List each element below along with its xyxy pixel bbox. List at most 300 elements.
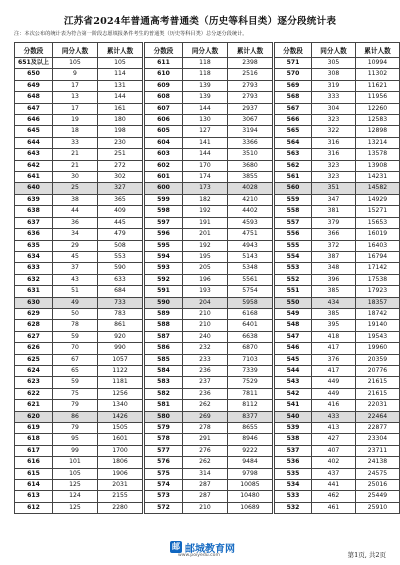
table-row [15, 251, 143, 262]
table-row [15, 286, 143, 297]
score-cell: 599 [145, 194, 183, 205]
score-cell: 644 [15, 137, 53, 148]
table-row [275, 263, 400, 274]
same-count-cell: 25 [53, 183, 98, 194]
cumulative-cell: 9484 [228, 457, 273, 468]
table-row [275, 331, 400, 342]
cumulative-cell: 479 [98, 229, 143, 240]
table-row [145, 491, 273, 502]
same-count-cell: 210 [183, 308, 228, 319]
header-score: 分数段 [275, 43, 312, 58]
score-cell: 548 [275, 320, 312, 331]
cumulative-cell: 7339 [228, 365, 273, 376]
table-row [275, 365, 400, 376]
table-row [15, 377, 143, 388]
cumulative-cell: 2793 [228, 92, 273, 103]
score-table-column-3 [274, 42, 400, 514]
same-count-cell: 139 [183, 92, 228, 103]
score-cell: 635 [15, 240, 53, 251]
score-cell: 564 [275, 137, 312, 148]
cumulative-cell: 2937 [228, 103, 273, 114]
table-row [145, 149, 273, 160]
table-row [275, 468, 400, 479]
same-count-cell: 78 [53, 320, 98, 331]
same-count-cell: 395 [312, 320, 356, 331]
same-count-cell: 118 [183, 69, 228, 80]
table-row [15, 480, 143, 491]
score-cell: 552 [275, 274, 312, 285]
score-cell: 636 [15, 229, 53, 240]
cumulative-cell: 161 [98, 103, 143, 114]
same-count-cell: 141 [183, 137, 228, 148]
cumulative-cell: 10994 [355, 58, 399, 69]
cumulative-cell: 1340 [98, 400, 143, 411]
table-row [15, 365, 143, 376]
same-count-cell: 195 [183, 251, 228, 262]
same-count-cell: 323 [312, 172, 356, 183]
cumulative-cell: 24138 [355, 457, 399, 468]
score-cell: 557 [275, 217, 312, 228]
same-count-cell: 232 [183, 343, 228, 354]
cumulative-cell: 10480 [228, 491, 273, 502]
cumulative-cell: 3855 [228, 172, 273, 183]
table-row [145, 183, 273, 194]
cumulative-cell: 114 [98, 69, 143, 80]
cumulative-cell: 633 [98, 274, 143, 285]
cumulative-cell: 21615 [355, 377, 399, 388]
score-cell: 576 [145, 457, 183, 468]
cumulative-cell: 1426 [98, 411, 143, 422]
cumulative-cell: 25449 [355, 491, 399, 502]
table-row [15, 331, 143, 342]
same-count-cell: 118 [183, 58, 228, 69]
table-row [15, 58, 143, 69]
score-cell: 608 [145, 92, 183, 103]
table-row [145, 331, 273, 342]
table-header-row [15, 43, 143, 58]
score-cell: 545 [275, 354, 312, 365]
score-cell: 551 [275, 286, 312, 297]
table-row [15, 354, 143, 365]
cumulative-cell: 230 [98, 137, 143, 148]
table-row [15, 308, 143, 319]
same-count-cell: 376 [312, 354, 356, 365]
score-cell: 638 [15, 206, 53, 217]
same-count-cell: 204 [183, 297, 228, 308]
score-cell: 640 [15, 183, 53, 194]
score-cell: 541 [275, 400, 312, 411]
same-count-cell: 192 [183, 240, 228, 251]
score-cell: 555 [275, 240, 312, 251]
cumulative-cell: 4402 [228, 206, 273, 217]
score-cell: 641 [15, 172, 53, 183]
table-row [15, 411, 143, 422]
score-cell: 572 [145, 502, 183, 513]
table-row [145, 251, 273, 262]
table-row [275, 69, 400, 80]
logo-text: 邮城教育网 [185, 543, 235, 555]
cumulative-cell: 11621 [355, 80, 399, 91]
table-row [275, 354, 400, 365]
same-count-cell: 144 [183, 149, 228, 160]
score-cell: 642 [15, 160, 53, 171]
cumulative-cell: 14929 [355, 194, 399, 205]
score-cell: 639 [15, 194, 53, 205]
same-count-cell: 461 [312, 502, 356, 513]
same-count-cell: 381 [312, 206, 356, 217]
table-row [275, 388, 400, 399]
cumulative-cell: 22464 [355, 411, 399, 422]
same-count-cell: 59 [53, 331, 98, 342]
score-cell: 625 [15, 354, 53, 365]
score-cell: 613 [15, 491, 53, 502]
same-count-cell: 316 [312, 137, 356, 148]
same-count-cell: 418 [312, 331, 356, 342]
cumulative-cell: 3194 [228, 126, 273, 137]
same-count-cell: 308 [312, 69, 356, 80]
same-count-cell: 351 [312, 183, 356, 194]
same-count-cell: 379 [312, 217, 356, 228]
cumulative-cell: 23711 [355, 445, 399, 456]
table-row [145, 263, 273, 274]
cumulative-cell: 7811 [228, 388, 273, 399]
cumulative-cell: 14582 [355, 183, 399, 194]
table-row [275, 297, 400, 308]
score-cell: 569 [275, 80, 312, 91]
table-row [145, 137, 273, 148]
table-row [275, 194, 400, 205]
same-count-cell: 385 [312, 308, 356, 319]
score-cell: 637 [15, 217, 53, 228]
score-cell: 602 [145, 160, 183, 171]
table-row [275, 240, 400, 251]
table-row [275, 320, 400, 331]
cumulative-cell: 6870 [228, 343, 273, 354]
cumulative-cell: 11302 [355, 69, 399, 80]
table-row [15, 297, 143, 308]
table-header-row [275, 43, 400, 58]
score-cell: 607 [145, 103, 183, 114]
table-row [15, 445, 143, 456]
score-cell: 589 [145, 308, 183, 319]
cumulative-cell: 198 [98, 126, 143, 137]
table-row [15, 69, 143, 80]
same-count-cell: 36 [53, 217, 98, 228]
score-cell: 649 [15, 80, 53, 91]
cumulative-cell: 2280 [98, 502, 143, 513]
score-cell: 546 [275, 343, 312, 354]
score-cell: 538 [275, 434, 312, 445]
score-cell: 604 [145, 137, 183, 148]
score-cell: 611 [145, 58, 183, 69]
same-count-cell: 427 [312, 434, 356, 445]
table-row [15, 103, 143, 114]
same-count-cell: 237 [183, 377, 228, 388]
same-count-cell: 86 [53, 411, 98, 422]
cumulative-cell: 23304 [355, 434, 399, 445]
score-cell: 539 [275, 423, 312, 434]
table-row [15, 92, 143, 103]
score-cell: 651及以上 [15, 58, 53, 69]
same-count-cell: 323 [312, 160, 356, 171]
same-count-cell: 416 [312, 400, 356, 411]
cumulative-cell: 13908 [355, 160, 399, 171]
table-row [145, 434, 273, 445]
cumulative-cell: 5754 [228, 286, 273, 297]
same-count-cell: 276 [183, 445, 228, 456]
table-row [145, 229, 273, 240]
score-cell: 588 [145, 320, 183, 331]
same-count-cell: 99 [53, 445, 98, 456]
table-row [275, 92, 400, 103]
same-count-cell: 17 [53, 103, 98, 114]
same-count-cell: 372 [312, 240, 356, 251]
cumulative-cell: 25910 [355, 502, 399, 513]
cumulative-cell: 783 [98, 308, 143, 319]
same-count-cell: 333 [312, 92, 356, 103]
score-cell: 619 [15, 423, 53, 434]
same-count-cell: 182 [183, 194, 228, 205]
score-cell: 553 [275, 263, 312, 274]
cumulative-cell: 445 [98, 217, 143, 228]
cumulative-cell: 131 [98, 80, 143, 91]
table-row [275, 411, 400, 422]
table-row [15, 388, 143, 399]
score-cell: 583 [145, 377, 183, 388]
score-cell: 580 [145, 411, 183, 422]
table-row [145, 423, 273, 434]
table-row [145, 377, 273, 388]
cumulative-cell: 7529 [228, 377, 273, 388]
score-cell: 628 [15, 320, 53, 331]
score-table-column-1 [14, 42, 143, 514]
same-count-cell: 192 [183, 206, 228, 217]
table-row [275, 423, 400, 434]
cumulative-cell: 6638 [228, 331, 273, 342]
table-row [15, 126, 143, 137]
table-row [145, 297, 273, 308]
table-row [15, 240, 143, 251]
table-row [275, 480, 400, 491]
same-count-cell: 127 [183, 126, 228, 137]
cumulative-cell: 14231 [355, 172, 399, 183]
score-cell: 600 [145, 183, 183, 194]
table-row [275, 308, 400, 319]
score-cell: 575 [145, 468, 183, 479]
same-count-cell: 44 [53, 206, 98, 217]
score-cell: 533 [275, 491, 312, 502]
same-count-cell: 67 [53, 354, 98, 365]
cumulative-cell: 10689 [228, 502, 273, 513]
table-header-row [145, 43, 273, 58]
cumulative-cell: 22877 [355, 423, 399, 434]
score-cell: 606 [145, 115, 183, 126]
score-cell: 647 [15, 103, 53, 114]
cumulative-cell: 5561 [228, 274, 273, 285]
table-row [145, 480, 273, 491]
score-cell: 633 [15, 263, 53, 274]
score-cell: 645 [15, 126, 53, 137]
table-row [15, 263, 143, 274]
score-cell: 590 [145, 297, 183, 308]
cumulative-cell: 16794 [355, 251, 399, 262]
same-count-cell: 449 [312, 388, 356, 399]
cumulative-cell: 19960 [355, 343, 399, 354]
cumulative-cell: 9222 [228, 445, 273, 456]
same-count-cell: 125 [53, 480, 98, 491]
cumulative-cell: 22031 [355, 400, 399, 411]
table-row [145, 69, 273, 80]
score-cell: 643 [15, 149, 53, 160]
score-cell: 584 [145, 365, 183, 376]
same-count-cell: 125 [53, 502, 98, 513]
table-row [145, 103, 273, 114]
table-row [145, 217, 273, 228]
cumulative-cell: 16403 [355, 240, 399, 251]
table-row [275, 434, 400, 445]
same-count-cell: 366 [312, 229, 356, 240]
cumulative-cell: 251 [98, 149, 143, 160]
score-cell: 614 [15, 480, 53, 491]
same-count-cell: 45 [53, 251, 98, 262]
cumulative-cell: 4943 [228, 240, 273, 251]
score-cell: 586 [145, 343, 183, 354]
cumulative-cell: 2793 [228, 80, 273, 91]
same-count-cell: 304 [312, 103, 356, 114]
same-count-cell: 191 [183, 217, 228, 228]
cumulative-cell: 1181 [98, 377, 143, 388]
table-row [15, 149, 143, 160]
table-row [275, 115, 400, 126]
cumulative-cell: 2155 [98, 491, 143, 502]
cumulative-cell: 1806 [98, 457, 143, 468]
cumulative-cell: 4751 [228, 229, 273, 240]
table-row [15, 229, 143, 240]
score-cell: 601 [145, 172, 183, 183]
table-row [275, 491, 400, 502]
same-count-cell: 101 [53, 457, 98, 468]
cumulative-cell: 272 [98, 160, 143, 171]
score-cell: 581 [145, 400, 183, 411]
table-row [15, 115, 143, 126]
same-count-cell: 322 [312, 126, 356, 137]
score-cell: 556 [275, 229, 312, 240]
cumulative-cell: 3067 [228, 115, 273, 126]
table-row [275, 80, 400, 91]
same-count-cell: 240 [183, 331, 228, 342]
same-count-cell: 38 [53, 194, 98, 205]
table-row [15, 423, 143, 434]
cumulative-cell: 684 [98, 286, 143, 297]
same-count-cell: 287 [183, 491, 228, 502]
table-row [145, 502, 273, 513]
cumulative-cell: 861 [98, 320, 143, 331]
same-count-cell: 174 [183, 172, 228, 183]
header-same-count: 同分人数 [183, 43, 228, 58]
score-cell: 543 [275, 377, 312, 388]
page-number: 第1页, 共2页 [347, 551, 386, 559]
header-same-count: 同分人数 [312, 43, 356, 58]
score-cell: 534 [275, 480, 312, 491]
cumulative-cell: 9798 [228, 468, 273, 479]
same-count-cell: 65 [53, 365, 98, 376]
table-row [145, 240, 273, 251]
cumulative-cell: 2398 [228, 58, 273, 69]
score-cell: 550 [275, 297, 312, 308]
table-row [145, 92, 273, 103]
table-row [145, 58, 273, 69]
cumulative-cell: 144 [98, 92, 143, 103]
score-cell: 650 [15, 69, 53, 80]
score-cell: 630 [15, 297, 53, 308]
same-count-cell: 9 [53, 69, 98, 80]
score-cell: 617 [15, 445, 53, 456]
logo-mark-icon: 邮 [172, 542, 180, 551]
score-cell: 573 [145, 491, 183, 502]
cumulative-cell: 18357 [355, 297, 399, 308]
same-count-cell: 387 [312, 251, 356, 262]
score-cell: 603 [145, 149, 183, 160]
cumulative-cell: 18742 [355, 308, 399, 319]
cumulative-cell: 302 [98, 172, 143, 183]
table-row [15, 457, 143, 468]
cumulative-cell: 17538 [355, 274, 399, 285]
same-count-cell: 262 [183, 457, 228, 468]
table-row [15, 502, 143, 513]
table-row [275, 377, 400, 388]
same-count-cell: 236 [183, 365, 228, 376]
header-cumulative: 累计人数 [228, 43, 273, 58]
cumulative-cell: 1122 [98, 365, 143, 376]
table-row [15, 137, 143, 148]
same-count-cell: 139 [183, 80, 228, 91]
same-count-cell: 441 [312, 480, 356, 491]
cumulative-cell: 3680 [228, 160, 273, 171]
score-cell: 540 [275, 411, 312, 422]
table-row [15, 320, 143, 331]
score-cell: 593 [145, 263, 183, 274]
same-count-cell: 21 [53, 160, 98, 171]
score-cell: 562 [275, 160, 312, 171]
same-count-cell: 210 [183, 320, 228, 331]
cumulative-cell: 17923 [355, 286, 399, 297]
same-count-cell: 59 [53, 377, 98, 388]
score-cell: 631 [15, 286, 53, 297]
table-row [145, 354, 273, 365]
score-cell: 587 [145, 331, 183, 342]
same-count-cell: 105 [53, 58, 98, 69]
same-count-cell: 18 [53, 126, 98, 137]
same-count-cell: 105 [53, 468, 98, 479]
table-row [145, 445, 273, 456]
score-cell: 620 [15, 411, 53, 422]
table-row [145, 194, 273, 205]
same-count-cell: 17 [53, 80, 98, 91]
score-cell: 648 [15, 92, 53, 103]
logo-url: www.poiyedu.com [178, 553, 220, 558]
cumulative-cell: 4028 [228, 183, 273, 194]
table-row [275, 103, 400, 114]
same-count-cell: 75 [53, 388, 98, 399]
cumulative-cell: 1700 [98, 445, 143, 456]
score-cell: 623 [15, 377, 53, 388]
same-count-cell: 19 [53, 115, 98, 126]
cumulative-cell: 19543 [355, 331, 399, 342]
cumulative-cell: 4210 [228, 194, 273, 205]
same-count-cell: 291 [183, 434, 228, 445]
score-cell: 596 [145, 229, 183, 240]
same-count-cell: 51 [53, 286, 98, 297]
